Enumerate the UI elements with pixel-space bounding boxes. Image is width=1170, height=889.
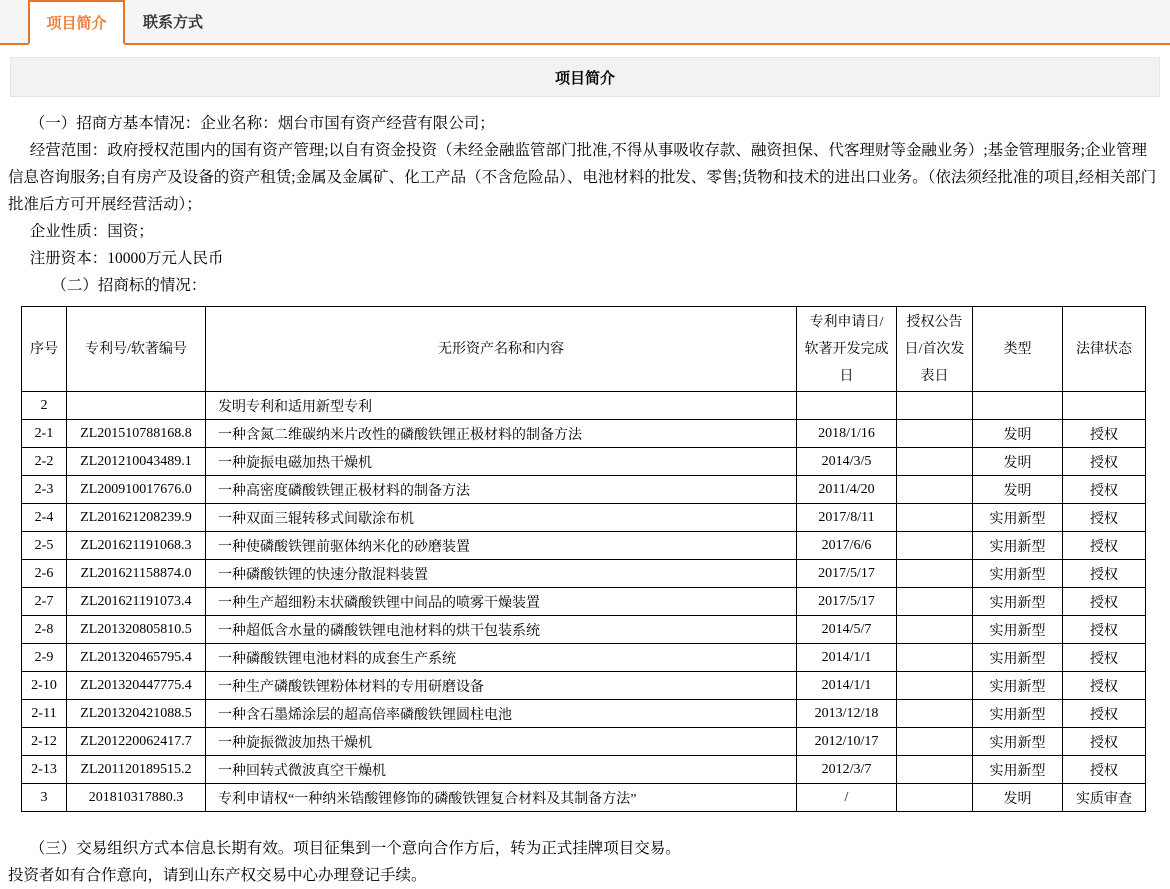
cell-num: ZL201320421088.5 xyxy=(67,700,206,728)
cell-type: 实用新型 xyxy=(973,700,1063,728)
cell-pub xyxy=(897,448,973,476)
cell-type: 发明 xyxy=(973,448,1063,476)
cell-pub xyxy=(897,560,973,588)
cell-name: 发明专利和适用新型专利 xyxy=(206,392,797,420)
table-row xyxy=(22,504,1146,532)
cell-status: 授权 xyxy=(1063,448,1146,476)
table-row xyxy=(22,756,1146,784)
cell-seq: 2-5 xyxy=(22,532,67,560)
cell-type: 发明 xyxy=(973,476,1063,504)
cell-num: ZL200910017676.0 xyxy=(67,476,206,504)
column-header-date: 专利申请日/软著开发完成日 xyxy=(797,307,897,392)
cell-pub xyxy=(897,420,973,448)
paragraph-enterprise-nature: 企业性质：国资； xyxy=(29,223,154,240)
cell-date: 2014/1/1 xyxy=(797,672,897,700)
cell-date: 2012/3/7 xyxy=(797,756,897,784)
cell-type: 实用新型 xyxy=(973,728,1063,756)
cell-num: ZL201621208239.9 xyxy=(67,504,206,532)
cell-name: 一种磷酸铁锂的快速分散混料装置 xyxy=(206,560,797,588)
cell-pub xyxy=(897,644,973,672)
cell-date: 2011/4/20 xyxy=(797,476,897,504)
cell-num: ZL201320465795.4 xyxy=(67,644,206,672)
cell-date: 2013/12/18 xyxy=(797,700,897,728)
cell-type: 发明 xyxy=(973,420,1063,448)
cell-date xyxy=(797,392,897,420)
table-row xyxy=(22,448,1146,476)
cell-date: 2017/8/11 xyxy=(797,504,897,532)
cell-name: 一种回转式微波真空干燥机 xyxy=(206,756,797,784)
cell-num: ZL201621191068.3 xyxy=(67,532,206,560)
cell-name: 一种含氮二维碳纳米片改性的磷酸铁锂正极材料的制备方法 xyxy=(206,420,797,448)
cell-pub xyxy=(897,672,973,700)
cell-seq: 3 xyxy=(22,784,67,812)
cell-seq: 2-13 xyxy=(22,756,67,784)
cell-status: 授权 xyxy=(1063,476,1146,504)
table-row xyxy=(22,644,1146,672)
cell-seq: 2-7 xyxy=(22,588,67,616)
cell-status: 授权 xyxy=(1063,644,1146,672)
paragraph-basic-info: （一）招商方基本情况：企业名称：烟台市国有资产经营有限公司； xyxy=(29,115,495,132)
cell-seq: 2-12 xyxy=(22,728,67,756)
cell-name: 一种双面三辊转移式间歇涂布机 xyxy=(206,504,797,532)
cell-type: 实用新型 xyxy=(973,672,1063,700)
cell-name: 一种高密度磷酸铁锂正极材料的制备方法 xyxy=(206,476,797,504)
column-header-status: 法律状态 xyxy=(1063,307,1146,392)
section-title: 项目简介 xyxy=(10,57,1160,97)
cell-status: 授权 xyxy=(1063,420,1146,448)
cell-type: 实用新型 xyxy=(973,504,1063,532)
cell-status: 授权 xyxy=(1063,616,1146,644)
cell-name: 一种生产磷酸铁锂粉体材料的专用研磨设备 xyxy=(206,672,797,700)
cell-seq: 2 xyxy=(22,392,67,420)
table-row xyxy=(22,476,1146,504)
table-row xyxy=(22,588,1146,616)
cell-type: 实用新型 xyxy=(973,756,1063,784)
cell-pub xyxy=(897,756,973,784)
cell-date: 2017/5/17 xyxy=(797,560,897,588)
cell-pub xyxy=(897,504,973,532)
cell-pub xyxy=(897,728,973,756)
table-row xyxy=(22,728,1146,756)
cell-date: 2018/1/16 xyxy=(797,420,897,448)
cell-num: 201810317880.3 xyxy=(67,784,206,812)
paragraph-business-scope: 经营范围：政府授权范围内的国有资产管理;以自有资金投资（未经金融监管部门批准,不得从事吸收存款、融资担保、代客理财等金融业务）;基金管理服务;企业管理信息咨询服务;自有房产及设备的资产租赁;金属及金属矿、化工产品（不含危险品）、电池材料的批发、零售;货物和技术的进出口业务。（依法须经批准的项目,经相关部门批准后方可开展经营活动）； xyxy=(8,142,1157,213)
paragraph-investor-note: 投资者如有合作意向，请到山东产权交易中心办理登记手续。 xyxy=(8,867,427,884)
cell-seq: 2-1 xyxy=(22,420,67,448)
cell-date: 2012/10/17 xyxy=(797,728,897,756)
column-header-type: 类型 xyxy=(973,307,1063,392)
cell-seq: 2-2 xyxy=(22,448,67,476)
cell-name: 一种超低含水量的磷酸铁锂电池材料的烘干包装系统 xyxy=(206,616,797,644)
patent-table xyxy=(21,306,1146,812)
cell-num: ZL201510788168.8 xyxy=(67,420,206,448)
cell-name: 一种旋振电磁加热干燥机 xyxy=(206,448,797,476)
table-row xyxy=(22,532,1146,560)
cell-seq: 2-6 xyxy=(22,560,67,588)
cell-seq: 2-3 xyxy=(22,476,67,504)
cell-status: 授权 xyxy=(1063,532,1146,560)
cell-status: 授权 xyxy=(1063,728,1146,756)
cell-num: ZL201621191073.4 xyxy=(67,588,206,616)
cell-name: 一种使磷酸铁锂前驱体纳米化的砂磨装置 xyxy=(206,532,797,560)
column-header-pub: 授权公告日/首次发表日 xyxy=(897,307,973,392)
cell-num: ZL201120189515.2 xyxy=(67,756,206,784)
cell-status xyxy=(1063,392,1146,420)
cell-date: 2017/5/17 xyxy=(797,588,897,616)
tab-bar xyxy=(0,0,1170,45)
cell-seq: 2-11 xyxy=(22,700,67,728)
cell-date: 2014/3/5 xyxy=(797,448,897,476)
cell-num: ZL201210043489.1 xyxy=(67,448,206,476)
cell-date: 2014/5/7 xyxy=(797,616,897,644)
cell-date: 2014/1/1 xyxy=(797,644,897,672)
cell-seq: 2-4 xyxy=(22,504,67,532)
cell-pub xyxy=(897,616,973,644)
cell-date: / xyxy=(797,784,897,812)
cell-num: ZL201621158874.0 xyxy=(67,560,206,588)
cell-name: 一种生产超细粉末状磷酸铁锂中间品的喷雾干燥装置 xyxy=(206,588,797,616)
cell-status: 授权 xyxy=(1063,756,1146,784)
column-header-num: 专利号/软著编号 xyxy=(67,307,206,392)
cell-status: 实质审查 xyxy=(1063,784,1146,812)
table-header-row xyxy=(22,307,1146,392)
table-row xyxy=(22,700,1146,728)
cell-seq: 2-8 xyxy=(22,616,67,644)
table-row xyxy=(22,672,1146,700)
cell-pub xyxy=(897,476,973,504)
table-row xyxy=(22,392,1146,420)
table-row xyxy=(22,420,1146,448)
cell-name: 一种磷酸铁锂电池材料的成套生产系统 xyxy=(206,644,797,672)
cell-type: 实用新型 xyxy=(973,560,1063,588)
cell-status: 授权 xyxy=(1063,588,1146,616)
cell-name: 一种旋振微波加热干燥机 xyxy=(206,728,797,756)
column-header-name: 无形资产名称和内容 xyxy=(206,307,797,392)
cell-type: 实用新型 xyxy=(973,616,1063,644)
cell-num xyxy=(67,392,206,420)
cell-pub xyxy=(897,784,973,812)
cell-num: ZL201320447775.4 xyxy=(67,672,206,700)
cell-pub xyxy=(897,532,973,560)
paragraph-registered-capital: 注册资本：10000万元人民币 xyxy=(29,250,224,267)
cell-name: 专利申请权“一种纳米锆酸锂修饰的磷酸铁锂复合材料及其制备方法” xyxy=(206,784,797,812)
cell-status: 授权 xyxy=(1063,672,1146,700)
paragraph-target-situation: （二）招商标的情况： xyxy=(51,277,207,294)
cell-type: 实用新型 xyxy=(973,644,1063,672)
cell-name: 一种含石墨烯涂层的超高倍率磷酸铁锂圆柱电池 xyxy=(206,700,797,728)
paragraph-transaction-method: （三）交易组织方式本信息长期有效。项目征集到一个意向合作方后，转为正式挂牌项目交易。 xyxy=(29,840,681,857)
cell-status: 授权 xyxy=(1063,504,1146,532)
cell-seq: 2-9 xyxy=(22,644,67,672)
project-intro-content xyxy=(0,97,1170,889)
cell-seq: 2-10 xyxy=(22,672,67,700)
table-row xyxy=(22,784,1146,812)
cell-type xyxy=(973,392,1063,420)
table-row xyxy=(22,560,1146,588)
cell-num: ZL201220062417.7 xyxy=(67,728,206,756)
cell-type: 实用新型 xyxy=(973,588,1063,616)
tab-contact-info[interactable]: 联系方式 xyxy=(142,14,203,31)
cell-pub xyxy=(897,588,973,616)
cell-type: 实用新型 xyxy=(973,532,1063,560)
cell-type: 发明 xyxy=(973,784,1063,812)
cell-status: 授权 xyxy=(1063,700,1146,728)
cell-status: 授权 xyxy=(1063,560,1146,588)
cell-num: ZL201320805810.5 xyxy=(67,616,206,644)
tab-project-intro[interactable]: 项目简介 xyxy=(28,0,125,45)
column-header-seq: 序号 xyxy=(22,307,67,392)
cell-pub xyxy=(897,700,973,728)
table-row xyxy=(22,616,1146,644)
cell-date: 2017/6/6 xyxy=(797,532,897,560)
cell-pub xyxy=(897,392,973,420)
